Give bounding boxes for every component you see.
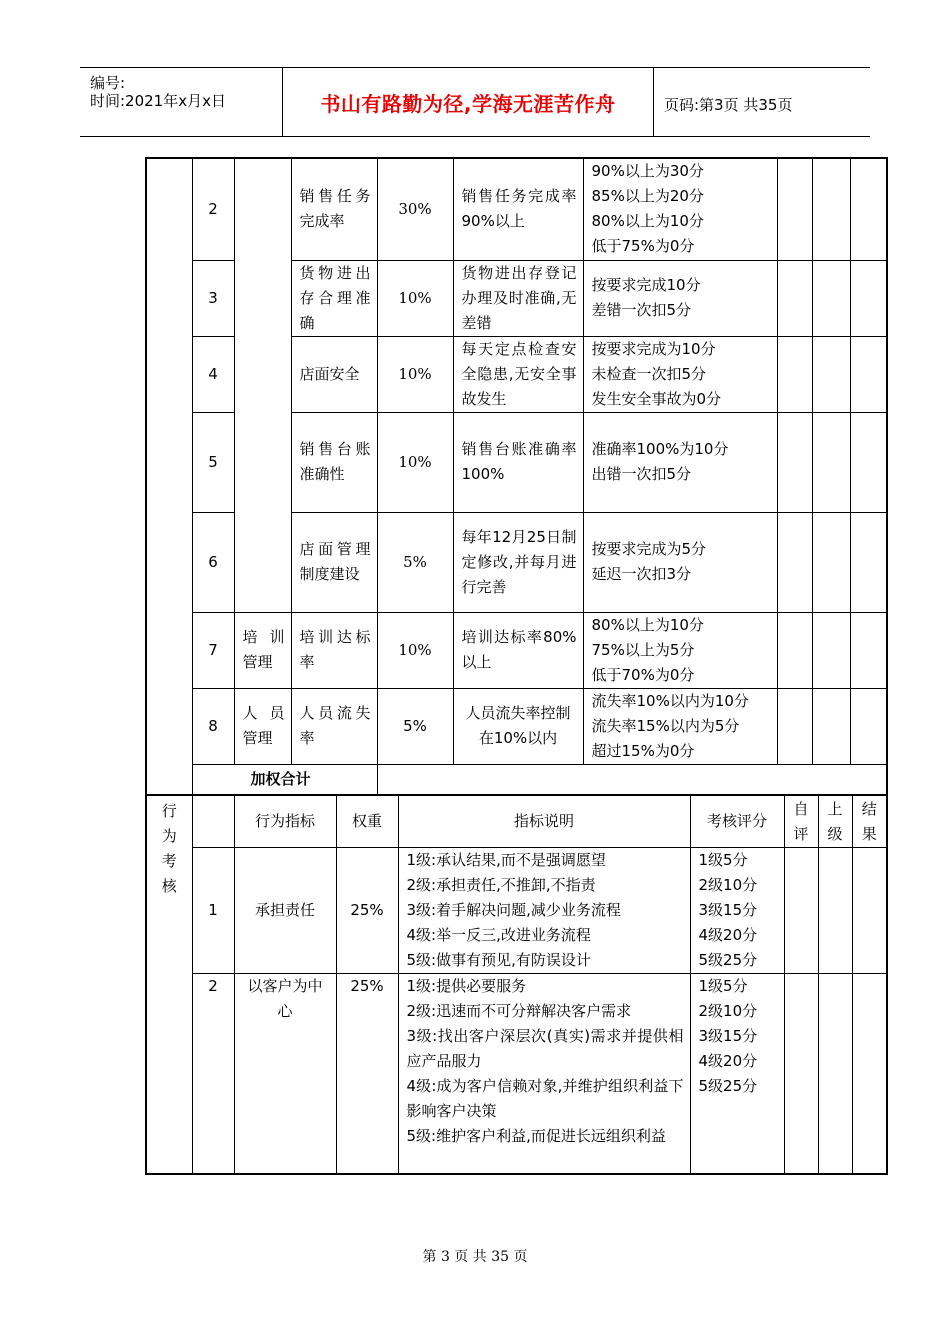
header-superior [818, 795, 852, 848]
behavior-section-text: 行为考核 [161, 802, 177, 895]
superior-score-cell[interactable] [812, 412, 850, 512]
scoring-rule: 准确率100%为10分 出错一次扣5分 [583, 412, 777, 512]
header-motto-cell [283, 68, 654, 136]
superior-score-cell[interactable] [818, 974, 852, 1174]
document-code: 编号: [90, 74, 126, 92]
indicator-name: 店面安全 [291, 336, 377, 412]
indicator-name: 培训达标率 [291, 612, 377, 688]
superior-score-cell[interactable] [812, 512, 850, 612]
weight: 10% [377, 412, 453, 512]
kpi-row [146, 688, 887, 764]
category-cell [234, 158, 291, 612]
behavior-row [146, 848, 887, 974]
result-cell[interactable] [852, 848, 887, 974]
result-cell[interactable] [850, 512, 887, 612]
behavior-table [145, 794, 888, 1175]
indicator-desc: 每天定点检查安全隐患,无安全事故发生 [453, 336, 583, 412]
behavior-weight: 25% [336, 974, 398, 1174]
indicator-name: 货物进出存合理准确 [291, 260, 377, 336]
superior-score-cell[interactable] [812, 336, 850, 412]
indicator-desc: 销售任务完成率90%以上 [453, 158, 583, 260]
header-meta [80, 68, 283, 136]
row-number: 7 [192, 612, 234, 688]
result-cell[interactable] [850, 412, 887, 512]
indicator-desc: 培训达标率80%以上 [453, 612, 583, 688]
header-weight: 权重 [336, 795, 398, 848]
superior-score-cell[interactable] [812, 612, 850, 688]
header-result [852, 795, 887, 848]
section-cell [146, 158, 192, 795]
header-self-text: 自评 [793, 800, 809, 843]
behavior-section-label [146, 795, 192, 1174]
weighted-total-value[interactable] [377, 764, 887, 795]
row-number: 8 [192, 688, 234, 764]
weight: 10% [377, 260, 453, 336]
header-indicator: 行为指标 [234, 795, 336, 848]
result-cell[interactable] [850, 612, 887, 688]
page-footer: 第 3 页 共 35 页 [422, 1249, 528, 1265]
row-number: 4 [192, 336, 234, 412]
row-number: 6 [192, 512, 234, 612]
row-number: 2 [192, 158, 234, 260]
scoring-rule: 80%以上为10分 75%以上为5分 低于70%为0分 [583, 612, 777, 688]
category-name: 培训管理 [234, 612, 291, 688]
weighted-total-label: 加权合计 [192, 764, 377, 795]
behavior-header-row [146, 795, 887, 848]
weight: 5% [377, 688, 453, 764]
row-number: 2 [192, 974, 234, 1174]
weighted-total-row [146, 764, 887, 795]
self-score-cell[interactable] [777, 612, 812, 688]
result-cell[interactable] [850, 158, 887, 260]
header-number-cell [192, 795, 234, 848]
kpi-row [146, 612, 887, 688]
indicator-name: 销售任务完成率 [291, 158, 377, 260]
superior-score-cell[interactable] [818, 848, 852, 974]
header-desc: 指标说明 [398, 795, 690, 848]
weight: 5% [377, 512, 453, 612]
result-cell[interactable] [852, 974, 887, 1174]
scoring-rule: 按要求完成为10分 未检查一次扣5分 发生安全事故为0分 [583, 336, 777, 412]
self-score-cell[interactable] [784, 974, 818, 1174]
indicator-desc: 货物进出存登记办理及时准确,无差错 [453, 260, 583, 336]
behavior-indicator: 承担责任 [234, 848, 336, 974]
indicator-name: 店面管理制度建设 [291, 512, 377, 612]
self-score-cell[interactable] [777, 158, 812, 260]
header-result-text: 结果 [861, 800, 877, 843]
weight: 30% [377, 158, 453, 260]
result-cell[interactable] [850, 688, 887, 764]
row-number: 3 [192, 260, 234, 336]
behavior-indicator: 以客户为中心 [234, 974, 336, 1174]
header-superior-text: 上级 [827, 800, 843, 843]
superior-score-cell[interactable] [812, 158, 850, 260]
superior-score-cell[interactable] [812, 260, 850, 336]
header-scoring: 考核评分 [690, 795, 784, 848]
behavior-scoring: 1级5分 2级10分 3级15分 4级20分 5级25分 [690, 848, 784, 974]
kpi-row [146, 158, 887, 260]
indicator-name: 人员流失率 [291, 688, 377, 764]
behavior-desc: 1级:承认结果,而不是强调愿望 2级:承担责任,不推卸,不指责 3级:着手解决问题,减少业务流程 4级:举一反三,改进业务流程 5级:做事有预见,有防误设计 [398, 848, 690, 974]
indicator-name: 销售台账准确性 [291, 412, 377, 512]
indicator-desc: 人员流失率控制在10%以内 [453, 688, 583, 764]
indicator-desc: 销售台账准确率100% [453, 412, 583, 512]
category-name: 人员管理 [234, 688, 291, 764]
weight: 10% [377, 612, 453, 688]
result-cell[interactable] [850, 260, 887, 336]
indicator-desc: 每年12月25日制定修改,并每月进行完善 [453, 512, 583, 612]
header-page-info: 页码:第3页 共35页 [664, 96, 793, 114]
behavior-row [146, 974, 887, 1174]
kpi-table [145, 157, 888, 796]
self-score-cell[interactable] [777, 412, 812, 512]
page-header [80, 67, 870, 137]
scoring-rule: 90%以上为30分 85%以上为20分 80%以上为10分 低于75%为0分 [583, 158, 777, 260]
header-motto: 书山有路勤为径,学海无涯苦作舟 [320, 91, 616, 116]
behavior-weight: 25% [336, 848, 398, 974]
scoring-rule: 流失率10%以内为10分 流失率15%以内为5分 超过15%为0分 [583, 688, 777, 764]
scoring-rule: 按要求完成10分 差错一次扣5分 [583, 260, 777, 336]
self-score-cell[interactable] [784, 848, 818, 974]
self-score-cell[interactable] [777, 336, 812, 412]
self-score-cell[interactable] [777, 260, 812, 336]
header-self [784, 795, 818, 848]
row-number: 5 [192, 412, 234, 512]
result-cell[interactable] [850, 336, 887, 412]
document-time: 时间:2021年x月x日 [90, 92, 226, 110]
self-score-cell[interactable] [777, 688, 812, 764]
weight: 10% [377, 336, 453, 412]
self-score-cell[interactable] [777, 512, 812, 612]
row-number: 1 [192, 848, 234, 974]
behavior-scoring: 1级5分 2级10分 3级15分 4级20分 5级25分 [690, 974, 784, 1174]
superior-score-cell[interactable] [812, 688, 850, 764]
behavior-desc: 1级:提供必要服务 2级:迅速而不可分辩解决客户需求 3级:找出客户深层次(真实)需求并提供相应产品服力 4级:成为客户信赖对象,并维护组织利益下影响客户决策 5级:维护客户利益,而促进长远组织利益 [398, 974, 690, 1174]
scoring-rule: 按要求完成为5分 延迟一次扣3分 [583, 512, 777, 612]
